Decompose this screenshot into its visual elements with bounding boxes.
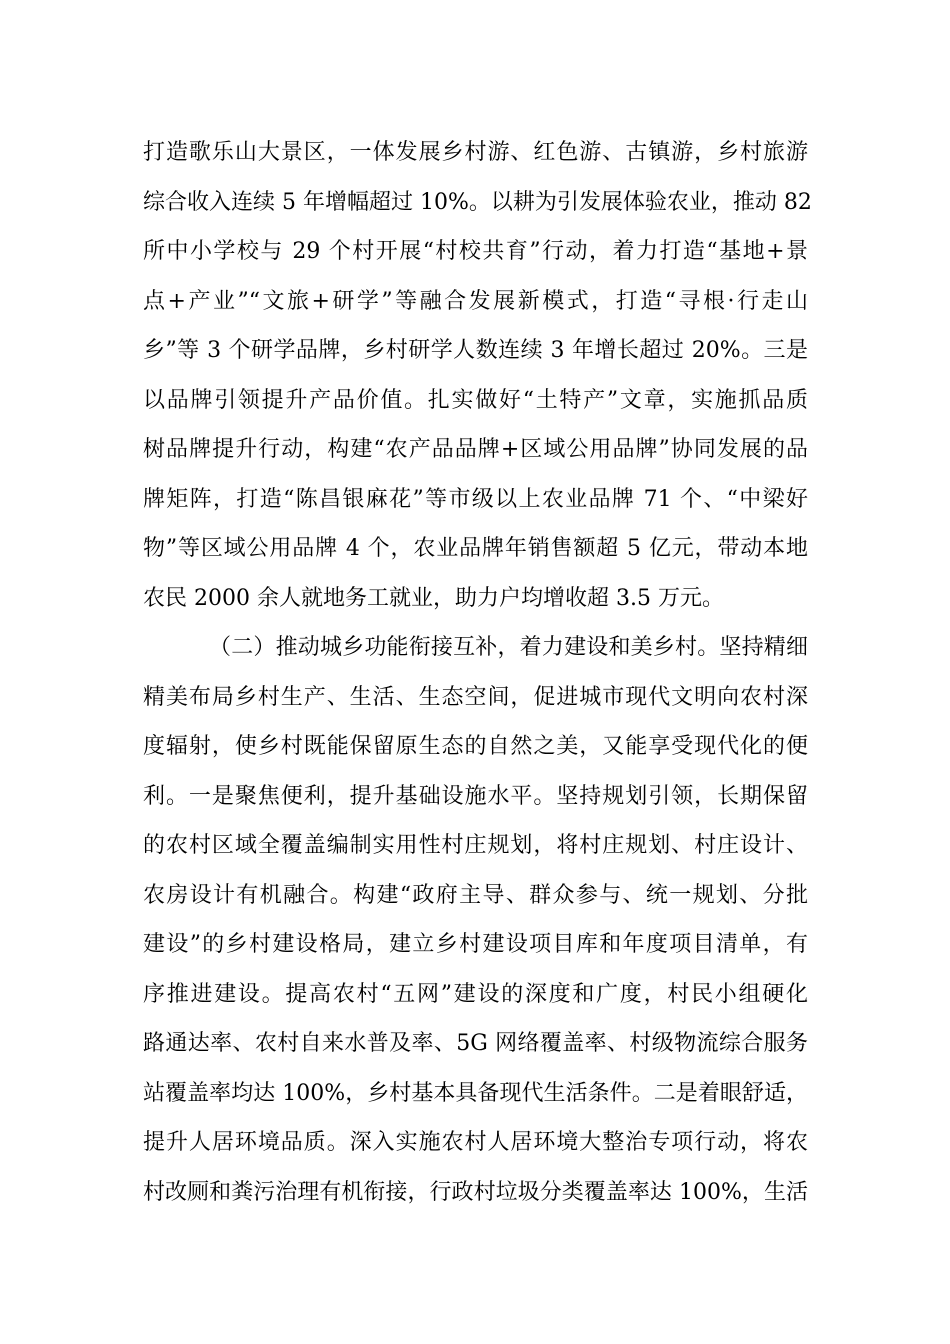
- text-line: 提升人居环境品质。深入实施农村人居环境大整治专项行动，将农: [143, 1130, 808, 1155]
- text-line: 序推进建设。提高农村“五网”建设的深度和广度，村民小组硬化: [143, 981, 808, 1007]
- text-line: 乡”等 3 个研学品牌，乡村研学人数连续 3 年增长超过 20%。三是: [143, 338, 808, 363]
- text-line: 度辐射，使乡村既能保留原生态的自然之美，又能享受现代化的便: [143, 734, 808, 759]
- text-line: 所中小学校与 29 个村开展“村校共育”行动，着力打造“基地+景: [143, 239, 808, 264]
- text-line: 点+产业”“文旅+研学”等融合发展新模式，打造“寻根·行走山: [143, 288, 808, 314]
- text-line: 物”等区域公用品牌 4 个，农业品牌年销售额超 5 亿元，带动本地: [143, 536, 808, 561]
- text-line: 牌矩阵，打造“陈昌银麻花”等市级以上农业品牌 71 个、“中梁好: [143, 486, 808, 512]
- text-line: 综合收入连续 5 年增幅超过 10%。以耕为引发展体验农业，推动 82: [143, 189, 812, 215]
- document-body: [143, 128, 812, 1217]
- text-line: 农民 2000 余人就地务工就业，助力户均增收超 3.5 万元。: [143, 585, 724, 611]
- text-line: 以品牌引领提升产品价值。扎实做好“土特产”文章，实施抓品质: [143, 387, 808, 413]
- text-line: 路通达率、农村自来水普及率、5G 网络覆盖率、村级物流综合服务: [143, 1031, 808, 1056]
- text-line: 打造歌乐山大景区，一体发展乡村游、红色游、古镇游，乡村旅游: [143, 140, 808, 165]
- text-line: 建设”的乡村建设格局，建立乡村建设项目库和年度项目清单，有: [143, 932, 808, 957]
- text-line: 站覆盖率均达 100%，乡村基本具备现代生活条件。二是着眼舒适，: [143, 1080, 808, 1106]
- paragraph-1: [143, 128, 812, 623]
- paragraph-2: [143, 623, 808, 1217]
- text-line: 树品牌提升行动，构建“农产品品牌+区域公用品牌”协同发展的品: [143, 437, 808, 462]
- text-line: 利。一是聚焦便利，提升基础设施水平。坚持规划引领，长期保留: [143, 783, 808, 809]
- text-line: 的农村区域全覆盖编制实用性村庄规划，将村庄规划、村庄设计、: [143, 833, 808, 858]
- text-line: 农房设计有机融合。构建“政府主导、群众参与、统一规划、分批: [143, 882, 808, 908]
- text-line: 精美布局乡村生产、生活、生态空间，促进城市现代文明向农村深: [143, 684, 808, 710]
- text-line: 村改厕和粪污治理有机衔接，行政村垃圾分类覆盖率达 100%，生活: [143, 1179, 808, 1205]
- text-line: （二）推动城乡功能衔接互补，着力建设和美乡村。坚持精细: [209, 635, 808, 660]
